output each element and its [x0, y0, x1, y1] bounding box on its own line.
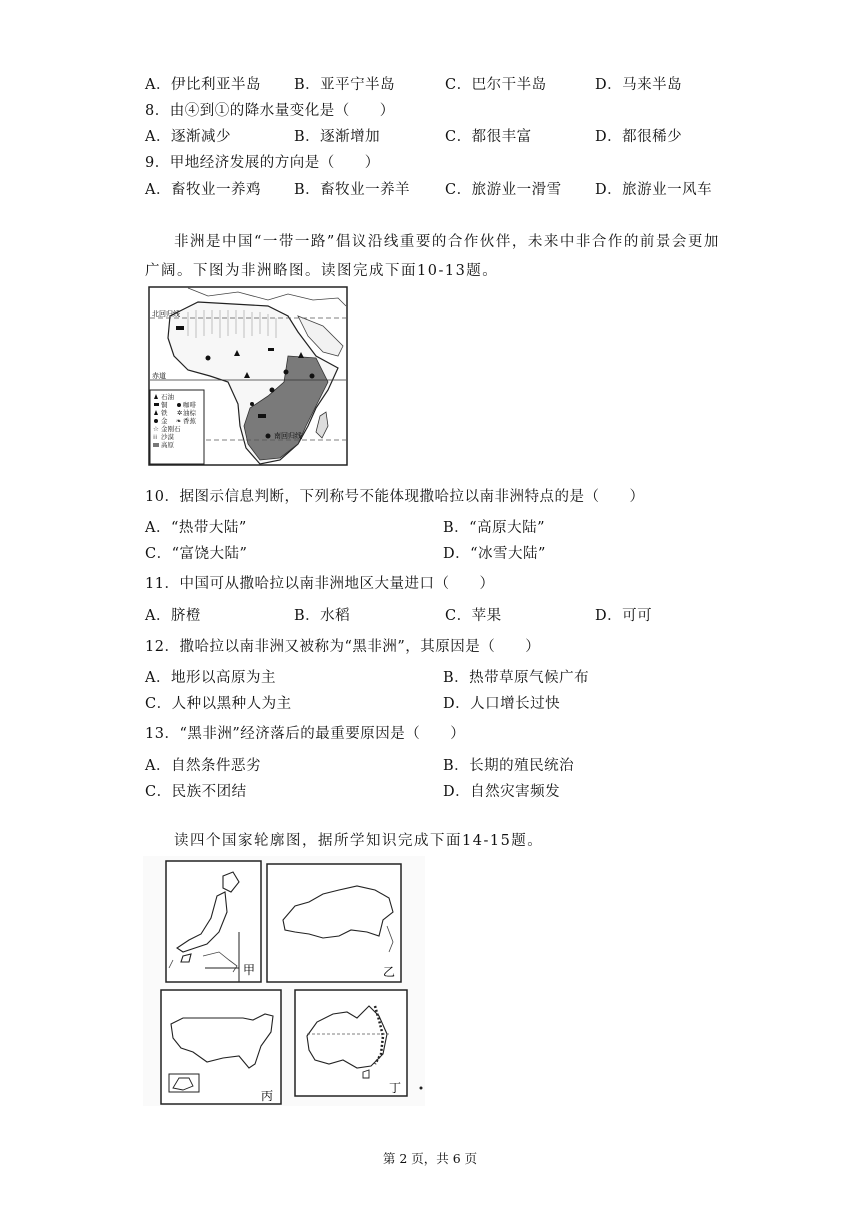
legend-oil: 石油: [161, 393, 174, 401]
legend-coffee: 咖啡: [183, 401, 196, 409]
q13-option-c: C．民族不团结: [145, 784, 247, 800]
map-label-ding: 丁: [389, 1081, 402, 1095]
q11-option-c: C．苹果: [445, 608, 502, 624]
svg-text:⁞⁞: ⁞⁞: [153, 433, 158, 441]
legend-desert: 沙漠: [161, 433, 174, 441]
q9-option-b: B．畜牧业一养羊: [294, 182, 411, 198]
legend-banana: 香蕉: [183, 417, 196, 425]
q10-stem: 10．据图示信息判断，下列称号不能体现撒哈拉以南非洲特点的是（ ）: [145, 489, 645, 505]
q8-stem: 8．由④到①的降水量变化是（ ）: [145, 103, 395, 119]
q10-option-a: A．“热带大陆”: [145, 520, 247, 536]
q11-option-a: A．脐橙: [145, 608, 201, 624]
q9-option-a: A．畜牧业一养鸡: [145, 182, 261, 198]
q13-stem: 13．“黑非洲”经济落后的最重要原因是（ ）: [145, 726, 466, 742]
svg-text:❧: ❧: [176, 417, 182, 425]
intro-africa: 非洲是中国“一带一路”倡议沿线重要的合作伙伴，未来中非合作的前景会更加广阔。下图为非洲略图。读图完成下面10-13题。: [145, 234, 720, 279]
svg-text:✲: ✲: [177, 409, 183, 417]
q7-option-a: A．伊比利亚半岛: [145, 77, 261, 93]
q11-option-b: B．水稻: [294, 608, 351, 624]
q9-option-d: D．旅游业一风车: [595, 182, 713, 198]
q10-option-d: D．“冰雪大陆”: [443, 546, 546, 562]
tropic-north-label: 北回归线: [152, 310, 180, 318]
q13-option-a: A．自然条件恶劣: [145, 758, 261, 774]
tropic-south-label: 南回归线: [274, 432, 302, 440]
map-label-bing: 丙: [261, 1089, 274, 1103]
equator-label: 赤道: [152, 372, 166, 380]
q8-option-b: B．逐渐增加: [294, 129, 381, 145]
q8-option-c: C．都很丰富: [445, 129, 532, 145]
intro-countries: 读四个国家轮廓图，据所学知识完成下面14-15题。: [174, 833, 544, 849]
q9-option-c: C．旅游业一滑雪: [445, 182, 562, 198]
legend-iron: 铁: [161, 409, 168, 417]
q8-option-a: A．逐渐减少: [145, 129, 231, 145]
africa-map: [148, 286, 348, 466]
q10-option-b: B．“高原大陆”: [443, 520, 545, 536]
legend-copper: 铜: [161, 401, 168, 409]
q12-option-c: C．人种以黑种人为主: [145, 696, 292, 712]
q11-stem: 11．中国可从撒哈拉以南非洲地区大量进口（ ）: [145, 576, 495, 592]
legend-oil-palm: 油棕: [183, 409, 196, 417]
map-label-jia: 甲: [243, 963, 256, 977]
legend-diamond: 金刚石: [161, 425, 181, 433]
country-maps: [143, 856, 425, 1106]
svg-text:☆: ☆: [153, 425, 159, 433]
q7-option-b: B．亚平宁半岛: [294, 77, 396, 93]
q12-option-a: A．地形以高原为主: [145, 670, 276, 686]
q7-option-d: D．马来半岛: [595, 77, 683, 93]
page-footer: 第 2 页，共 6 页: [382, 1151, 478, 1166]
legend-plateau: 高原: [161, 441, 174, 449]
map-label-yi: 乙: [383, 965, 396, 979]
q7-option-c: C．巴尔干半岛: [445, 77, 547, 93]
legend-gold: 金: [161, 417, 168, 425]
q12-option-d: D．人口增长过快: [443, 696, 561, 712]
q13-option-d: D．自然灾害频发: [443, 784, 561, 800]
q12-stem: 12．撒哈拉以南非洲又被称为“黑非洲”，其原因是（ ）: [145, 639, 541, 655]
q11-option-d: D．可可: [595, 608, 653, 624]
q9-stem: 9．甲地经济发展的方向是（ ）: [145, 155, 380, 171]
q8-option-d: D．都很稀少: [595, 129, 683, 145]
q12-option-b: B．热带草原气候广布: [443, 670, 590, 686]
q10-option-c: C．“富饶大陆”: [145, 546, 248, 562]
q13-option-b: B．长期的殖民统治: [443, 758, 575, 774]
